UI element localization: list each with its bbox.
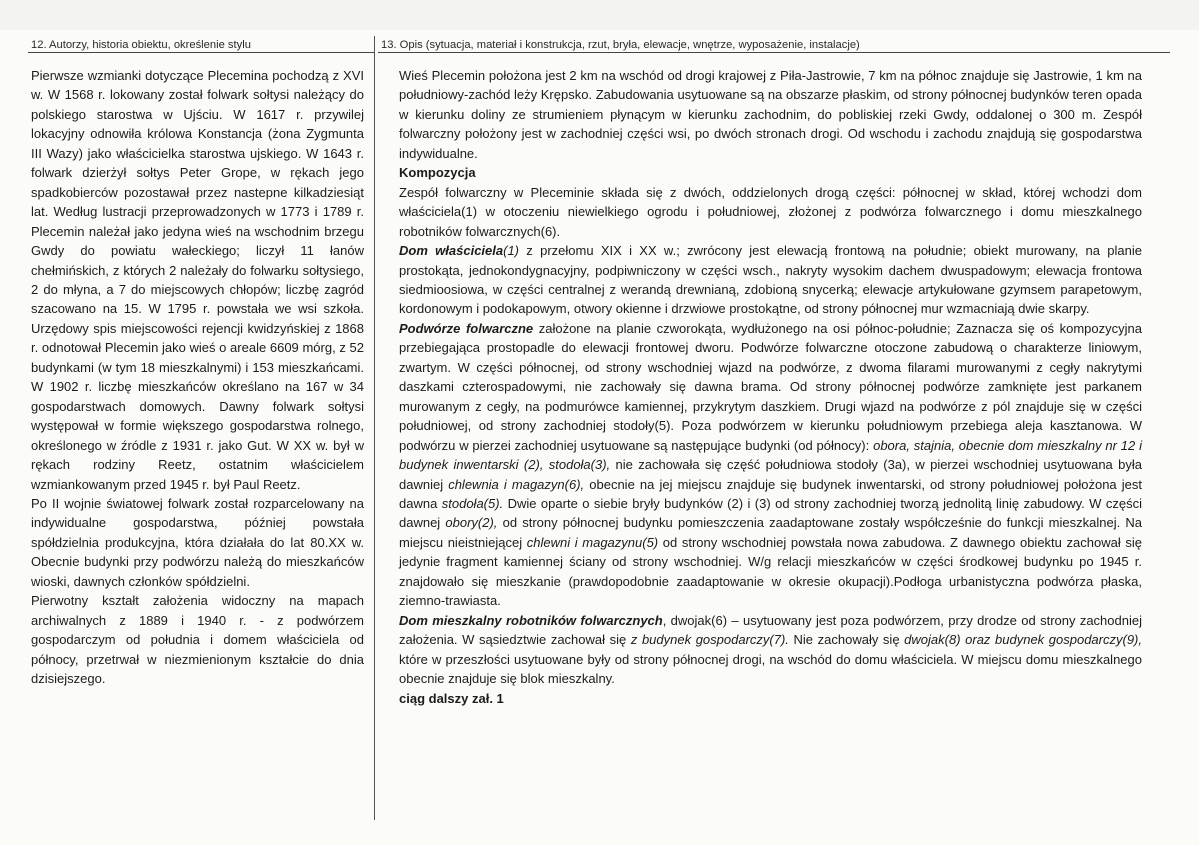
farmyard-italic-2: chlewnia i magazyn(6),: [448, 476, 585, 492]
workers-house-text-3: które w przeszłości usytuowane były od strony północnej drogi, na wschód do domu właściciela. W miejscu domu mieszkalnego obecnie znajduje się blok mieszkalny.: [399, 651, 1142, 687]
farmyard-text-4: Dwie oparte o siebie bryły budynków (2) i (3) od strony zachodniej tworzą jednolitą linię zabudowy. W części dawnej: [399, 495, 1143, 531]
location-paragraph: Wieś Plecemin położona jest 2 km na wschód od drogi krajowej z Piła-Jastrowie, 7 km na północ znajduje się Jastrowie, 1 km na południowy-zachód leży Krępsko. Zabudowania usytuowane są na obszarze płaskim, od strony północnej budynków teren opada w kierunku doliny ze strumieniem płynącym w kierunku zachodnim, do pobliskiej rzeki Gwdy, oddalonej o 300 m. Zespół folwarczny położony jest w zachodniej części wsi, po dwóch stronach drogi. Od wschodu i zachodu znajdują się gospodarstwa indywidualne.: [399, 68, 1142, 161]
owner-house-title: Dom właściciela: [399, 243, 504, 259]
farmyard-italic-5: chlewni i magazynu(5): [526, 534, 659, 550]
farmyard-text-1: założone na planie czworokąta, wydłużonego na osi północ-południe; Zaznacza się oś kompozycyjna przebiegająca prostopadle do elewacji frontowej dworu. Podwórze folwarczne otoczone zabudową o charakterze liniowym, zwartym. W części północnej, od strony wschodniej wjazd na podwórze, z dwoma filarami murowanymi z cegły nakrytymi daszkami czterospadowymi, nie zachowały się dawna brama. Od strony północnej podwórze zamknięte jest parkanem murowanym z cegły, na podmurówce kamiennej, przykrytym daszkiem. Drugi wjazd na podwórze z pól znajduje się w części południowej, od strony zachodniej stodoły(5). Poza podwórzem w kierunku południowym przebiega aleja kasztanowa. W podwórzu w pierzei zachodniej usytuowane są następujące budynki (od północy):: [399, 320, 1142, 453]
history-paragraph-2: Po II wojnie światowej folwark został rozparcelowany na indywidualne gospodarstwa, później powstała spółdzielnia produkcyjna, która działała do lat 80.XX w. Obecnie budynki przy podwórzu należą do mieszkańców wioski, dawnych członków spółdzielni.: [31, 495, 364, 589]
composition-heading: Kompozycja: [399, 165, 476, 181]
page-top-margin: [0, 0, 1199, 30]
farmyard-text-3: obecnie na jej miejscu znajduje się budynek inwentarski, od strony południowej położona jest dawna: [399, 476, 1142, 511]
workers-house-italic-2: dwojak(8) oraz budynek gospodarczy(9),: [904, 632, 1142, 648]
owner-house-paragraph: [399, 241, 1142, 319]
workers-house-paragraph: [399, 611, 1142, 689]
history-paragraph-1: Pierwsze wzmianki dotyczące Plecemina pochodzą z XVI w. W 1568 r. lokowany został folwark sołtysi należący do polskiego starostwa w Ujściu. W 1617 r. przywilej lokacyjny odnowiła królowa Konstancja (żona Zygmunta III Wazy) jako właścicielka starostwa ujskiego. W 1643 r. folwark dzierżył sołtys Peter Grope, w rękach jego spadkobierców pozostawał przez nastepne kilkadziesiąt lat. Według lustracji przeprowadzonych w 1773 i 1789 r. Plecemin należał jako jedyna wieś na wschodnim brzegu Gwdy do powiatu wałeckiego; liczył 11 łanów chełmińskich, z których 2 należały do folwarku sołtysiego, 2 do młyna, a 7 do miejscowych chłopów; liczbę zagród szacowano na 15. W 1795 r. powstała we wsi szkoła. Urzędowy spis miejscowości rejencji kwidzyńskiej z 1868 r. odnotował Plecemin jako wieś o areale 6609 mórg, z 52 budynkami (w tym 18 mieszkalnymi) i 153 mieszkańcami. W 1902 r. liczbę mieszkańców określano na 167 w 34 gospodarstwach domowych. Dawny folwark sołtysi występował w formie większego gospodarstwa rolnego, określonego w źródle z 1931 r. jako Gut. W XX w. był w rękach rodziny Reetz, ostatnim właścicielem wzmiankowanym przed 1945 r. był Paul Reetz.: [31, 68, 364, 492]
section-12-header: 12. Autorzy, historia obiektu, określenie stylu: [31, 39, 251, 51]
column-divider: [374, 36, 375, 820]
workers-house-italic-1: z budynek gospodarczy(7).: [630, 632, 789, 648]
farmyard-title: Podwórze folwarczne: [399, 320, 534, 336]
header-rule-left: [28, 52, 374, 53]
section-13-header: 13. Opis (sytuacja, materiał i konstrukcja, rzut, bryła, elewacje, wnętrze, wyposażenie, instalacje): [381, 39, 860, 51]
farmyard-italic-4: obory(2),: [445, 515, 498, 531]
workers-house-text-2: Nie zachowały się: [788, 632, 905, 648]
farmyard-italic-3: stodoła(5).: [441, 495, 504, 511]
farmyard-text-6: od strony wschodniej powstała nowa zabudowa. Z dawnego obiektu zachował się jedynie fragment kamiennej ściany od strony wschodniej. W/g relacji mieszkańców w części środkowej budynku po 1945 r. znajdowało się mieszkanie (prawdopodobnie zaadaptowanie w okresie okupacji).Podłoga urbanistyczna podwórza płaska, ziemno-trawiasta.: [399, 534, 1142, 609]
workers-house-text-1: , dwojak(6) – usytuowany jest poza podwórzem, przy drodze od strony zachodniej założenia. W sąsiedztwie zachował się: [399, 612, 1142, 648]
farmyard-paragraph: [399, 319, 1142, 611]
composition-paragraph: Zespół folwarczny w Pleceminie składa się z dwóch, oddzielonych drogą części: północnej w skład, której wchodzi dom właściciela(1) w otoczeniu niewielkiego ogrodu i południowej, złożonej z podwórza folwarcznego i domu mieszkalnego robotników folwarcznych(6).: [399, 184, 1142, 239]
history-paragraph-3: Pierwotny kształt założenia widoczny na mapach archiwalnych z 1889 i 1940 r. - z podwórzem gospodarczym od południa i domem właściciela od północy, przetrwał w niezmienionym kształcie do dnia dzisiejszego.: [31, 593, 364, 687]
continued-note: ciąg dalszy zał. 1: [399, 690, 504, 706]
header-rule-right: [378, 52, 1170, 53]
owner-house-text: z przełomu XIX i XX w.; zwrócony jest elewacją frontową na południe; obiekt murowany, na planie prostokąta, jednokondygnacyjny, podpiwniczony w części wsch., nakryty wysokim dachem dwuspadowym; elewacja frontowa siedmioosiowa, w części centralnej z werandą drewnianą, zdobioną snycerką; elewacje artykułowane gzymsem parapetowym, kordonowym i podokapowym, otwory okienne i drzwiowe prostokątne, od strony północnej mur wzmacniają dwie skarpy.: [399, 243, 1142, 317]
description-column: [399, 66, 1142, 708]
history-column: [31, 66, 364, 689]
farmyard-text-2: nie zachowała się część południowa stodoły (3a), w pierzei wschodniej usytuowana była dawniej: [399, 457, 1142, 492]
farmyard-italic-1: obora, stajnia, obecnie dom mieszkalny nr 12 i budynek inwentarski (2), stodoła(3),: [399, 437, 1142, 473]
owner-house-ref: (1): [503, 243, 520, 259]
farmyard-text-5: od strony północnej budynku pomieszczenia zaadaptowane zostały współcześnie do funkcji mieszkalnej. Na miejscu nieistniejącej: [399, 515, 1142, 550]
workers-house-title: Dom mieszkalny robotników folwarcznych: [399, 612, 663, 628]
